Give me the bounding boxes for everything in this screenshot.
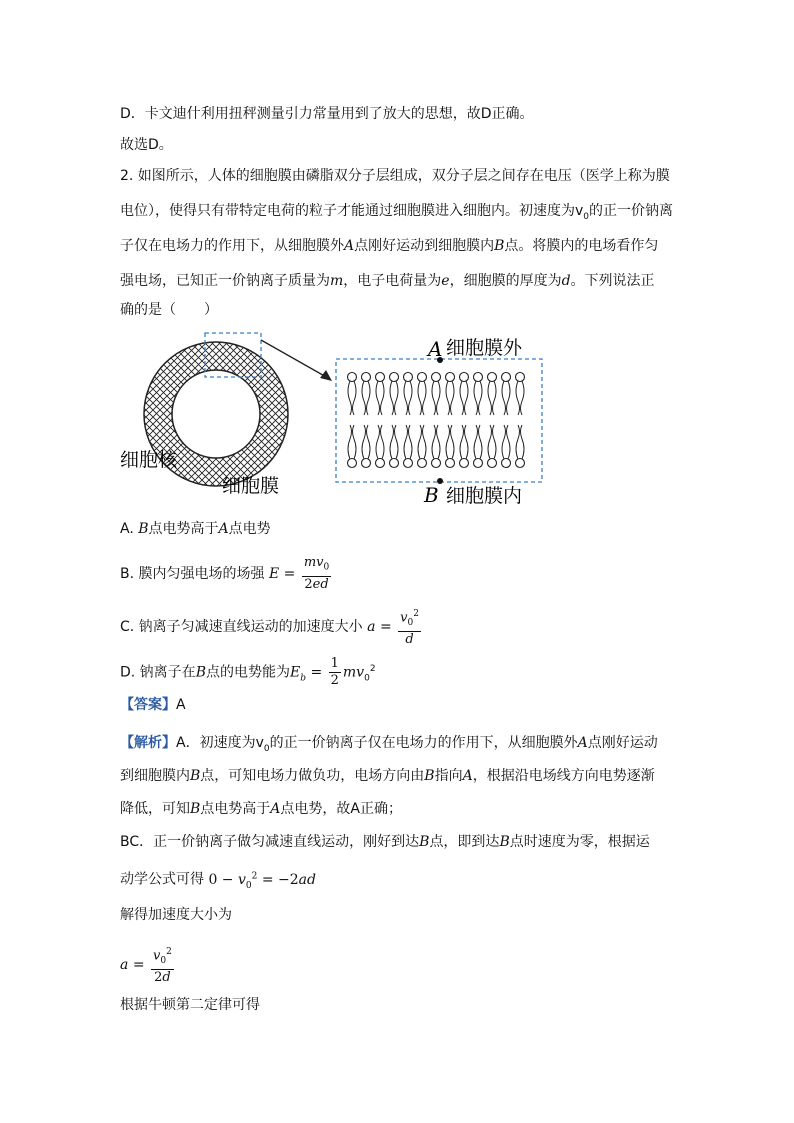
lipid-head-top [460, 373, 469, 382]
lipid-tail-top [474, 381, 482, 415]
lipid-tail-top [376, 381, 384, 415]
lipid-tail-top [460, 381, 468, 415]
lipid-tail-bottom [474, 425, 482, 459]
lipid-tail-bottom [460, 425, 468, 459]
lipid-head-top [404, 373, 413, 382]
prev-option-d: D．卡文迪什利用扭秤测量引力常量用到了放大的思想，故D正确。 [120, 106, 534, 122]
lipid-head-top [502, 373, 511, 382]
cell-membrane-figure [118, 326, 548, 506]
lipid-tail-bottom [348, 425, 356, 459]
lipid-tail-top [418, 381, 426, 415]
analysis-line-6: 解得加速度大小为 [120, 907, 232, 923]
q2-line-2: 电位），使得只有带特定电荷的粒子才能通过细胞膜进入细胞内。初速度为$v_0$的正一价钠离 [120, 203, 674, 222]
option-B: B. 膜内匀强电场的场强 E = $\frac{mv_0}{2ed}$ [120, 555, 330, 592]
answer-line: 【答案】A [120, 697, 186, 713]
q2-line-4: 强电场，已知正一价钠离子质量为m，电子电荷量为e，细胞膜的厚度为d。下列说法正 [120, 273, 655, 289]
label-B: B [424, 483, 439, 506]
lipid-head-top [362, 373, 371, 382]
q2-line-1: 2. 如图所示，人体的细胞膜由磷脂双分子层组成，双分子层之间存在电压（医学上称为膜 [120, 168, 670, 184]
lipid-head-top [390, 373, 399, 382]
lipid-head-top [488, 373, 497, 382]
lipid-tail-top [516, 381, 524, 415]
lipid-tail-bottom [516, 425, 524, 459]
lipid-tail-bottom [390, 425, 398, 459]
lipid-tail-top [404, 381, 412, 415]
analysis-formula-a: a = $\frac{v_0^2}{2d}$ [120, 944, 176, 986]
q2-line-5: 确的是（ ） [120, 302, 218, 318]
lipid-head-bottom [404, 459, 413, 468]
lipid-tail-top [348, 381, 356, 415]
lipid-head-top [432, 373, 441, 382]
lipid-head-bottom [362, 459, 371, 468]
lipid-tail-top [390, 381, 398, 415]
lipid-tail-top [502, 381, 510, 415]
analysis-line-1: 【解析】A．初速度为$v_0$的正一价钠离子仅在电场力的作用下，从细胞膜外A点刚好运动 [120, 735, 658, 754]
q2-line-3: 子仅在电场力的作用下，从细胞膜外A点刚好运动到细胞膜内B点。将膜内的电场看作匀 [120, 238, 659, 254]
lipid-head-top [474, 373, 483, 382]
lipid-tail-top [488, 381, 496, 415]
lipid-tail-bottom [488, 425, 496, 459]
option-A: A. B点电势高于A点电势 [120, 521, 271, 537]
label-nucleus: 细胞核 [120, 449, 178, 471]
lipid-head-top [516, 373, 525, 382]
option-D: D. 钠离子在B点的电势能为$E_b$ = $\frac{1}{2}$ $mv_0^2$ [120, 656, 376, 688]
lipid-tail-bottom [432, 425, 440, 459]
label-A: A [428, 337, 443, 361]
label-membrane: 细胞膜 [222, 475, 280, 497]
label-inside: 细胞膜内 [446, 485, 523, 506]
nucleus-circle [172, 370, 260, 458]
lipid-head-top [446, 373, 455, 382]
lipid-tail-bottom [446, 425, 454, 459]
lipid-tail-top [362, 381, 370, 415]
lipid-head-top [418, 373, 427, 382]
lipid-tail-bottom [418, 425, 426, 459]
lipid-head-top [376, 373, 385, 382]
lipid-bilayer [348, 373, 525, 468]
lipid-tail-bottom [376, 425, 384, 459]
lipid-head-bottom [432, 459, 441, 468]
lipid-head-bottom [474, 459, 483, 468]
prev-answer: 故选D。 [120, 137, 173, 153]
lipid-tail-bottom [404, 425, 412, 459]
lipid-tail-bottom [502, 425, 510, 459]
lipid-head-bottom [488, 459, 497, 468]
lipid-head-bottom [390, 459, 399, 468]
lipid-head-top [348, 373, 357, 382]
lipid-head-bottom [446, 459, 455, 468]
lipid-head-bottom [418, 459, 427, 468]
analysis-line-2: 到细胞膜内B点，可知电场力做负功，电场方向由B指向A，根据沿电场线方向电势逐渐 [120, 768, 655, 784]
lipid-head-bottom [348, 459, 357, 468]
lipid-head-bottom [460, 459, 469, 468]
lipid-head-bottom [502, 459, 511, 468]
analysis-line-3: 降低，可知B点电势高于A点电势，故A正确； [120, 801, 402, 817]
lipid-tail-top [432, 381, 440, 415]
option-C: C. 钠离子匀减速直线运动的加速度大小 a = $\frac{v_0^2}{d}$ [120, 606, 423, 648]
lipid-head-bottom [516, 459, 525, 468]
analysis-line-5: 动学公式可得 $0 - v_0^2 = -2ad$ [120, 871, 316, 891]
lipid-head-bottom [376, 459, 385, 468]
lipid-tail-top [446, 381, 454, 415]
lipid-tail-bottom [362, 425, 370, 459]
label-outside: 细胞膜外 [446, 337, 523, 359]
analysis-line-4: BC．正一价钠离子做匀减速直线运动，刚好到达B点，即到达B点时速度为零，根据运 [120, 834, 650, 850]
analysis-line-8: 根据牛顿第二定律可得 [120, 997, 260, 1013]
